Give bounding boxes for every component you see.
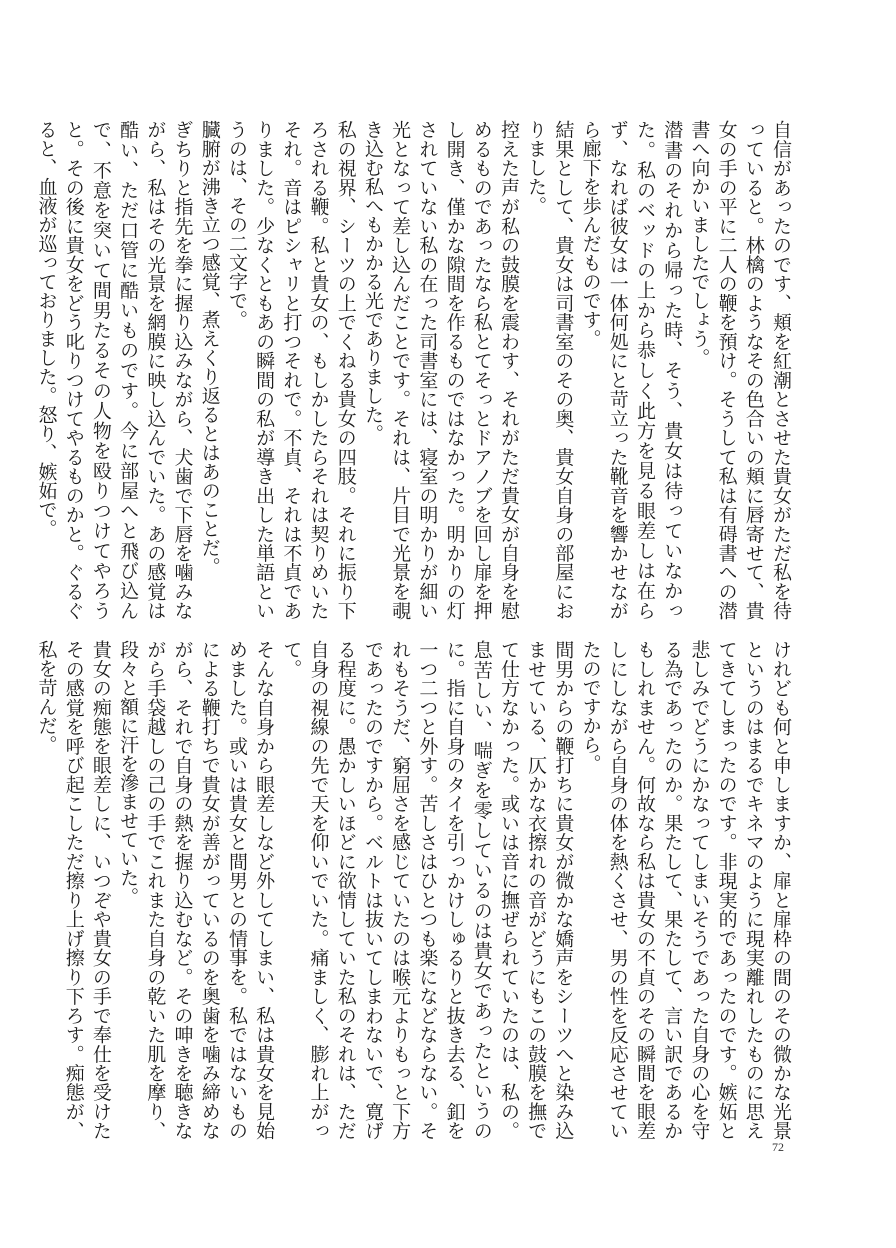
paragraph: けれども何と申しますか、扉と扉枠の間のその微かな光景というのはまるでキネマのように現実離れしたものに思えてきてしまったのです。非現実的であったのです。嫉妬と悲しみでどうにかなってしまいそうであった自身の心を守る為であったのか。果たして、果たして、言い訳であるかもしれません。何故なら私は貴女の不貞のその瞬間を眼差しにしながら自身の体を熱くさせ、男の性を反応させていたのですから。 [579,640,792,1140]
paragraph: 控えた声が私の鼓膜を震わす、それがただ貴女が自身を慰めるものであったなら私とてそっとドアノブを回し扉を押し開き、僅かな隙間を作るものではなかった。明かりの灯されていない私の在った司書室には、寝室の明かりが細い光となって差し込んだことです。それは、片目で光景を覗き込む私へもかかる光でありました。 [361,120,520,620]
paragraph: ぎちりと指先を拳に握り込みながら、犬歯で下唇を噛みながら、私はその光景を網膜に映し込んでいた。あの感覚は酷い、ただ口管に酷いものです。今に部屋へと飛び込んで、不意を突いて間男たるその人物を殴りつけてやろうと。その後に貴女をどう叱りつけてやるものかと。ぐるぐると、血液が巡っておりました。怒り、嫉妬で。 [35,120,194,620]
paragraph: 臓腑が沸き立つ感覚、煮えくり返るとはあのことだ。 [198,120,221,576]
paragraph: 貴女の痴態を眼差しに、いつぞや貴女の手で奉仕を受けたその感覚を呼び起こしただ擦り上げ擦り下ろす。痴態が、私を苛んだ。 [35,640,112,1140]
upper-text-block [35,120,794,620]
page-number: 72 [772,1140,784,1154]
paragraph: 私の視界、シーツの上でくねる貴女の四肢。それに振り下ろされる鞭。私と貴女の、もしかしたらそれは契りめいたそれ。音はピシャリと打つそれで。不貞、それは不貞でありました。少なくともあの瞬間の私が導き出した単語というのは、その二文字で。 [225,120,357,620]
paragraph: 間男からの鞭打ちに貴女が微かな嬌声をシーツへと染み込ませている、仄かな衣擦れの音がどうにもこの鼓膜を撫でて仕方なかった。或いは音に撫ぜられていたのは、私の。息苦しい、喘ぎを零しているのは貴女であったというのに。指に自身のタイを引っかけしゅるりと抜き去る、釦を一つ二つと外す。苦しさはひとつも楽になどならない。それもそうだ、窮屈さを感じていたのは喉元よりもっと下方であったのですから。ベルトは抜いてしまわないで、寛げる程度に。愚かしいほどに欲情していた私のそれは、ただ自身の視線の先で天を仰いでいた。痛ましく、膨れ上がって。 [280,640,575,1140]
paragraph: 結果として、貴女は司書室のその奥、貴女自身の部屋におりました。 [525,120,575,620]
paragraph: そんな自身から眼差しなど外してしまい、私は貴女を見始めました。或いは貴女と間男との情事を。私ではないものによる鞭打ちで貴女が善がっているのを奥歯を噛み締めながら、それで自身の熱を握り込むなど。その呻きを聴きながら手袋越しの己の手でこれまた自身の乾いた肌を摩り、段々と額に汗を滲ませていた。 [117,640,276,1140]
paragraph: 潜書のそれから帰った時、そう、貴女は待っていなかった。私のベッドの上から恭しく此方を見る眼差しは在らず、なれば彼女は一体何処にと苛立った靴音を響かせながら廊下を歩んだものです。 [579,120,684,620]
paragraph: 自信があったのです、頬を紅潮とさせた貴女がただ私を待っていると。林檎のようなその色合いの頬に唇寄せて、貴女の手の平に二人の鞭を預け。そうして私は有碍書への潜書へ向かいましたでしょう。 [688,120,792,620]
lower-text-block [35,640,794,1140]
